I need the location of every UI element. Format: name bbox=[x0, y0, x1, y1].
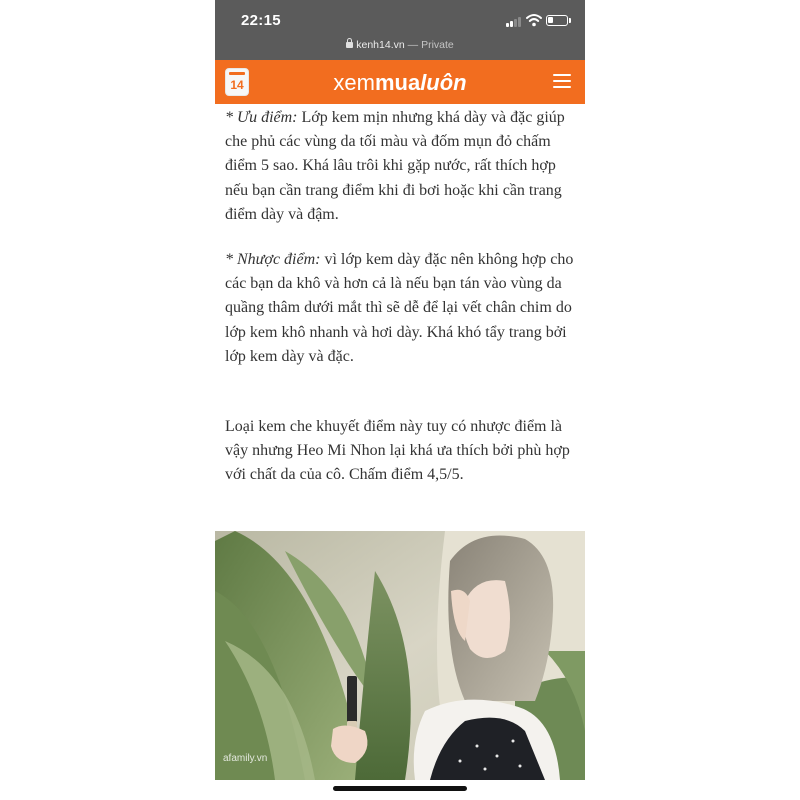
cons-label: * Nhược điểm: bbox=[225, 251, 321, 268]
battery-level bbox=[548, 17, 553, 23]
hamburger-menu-icon[interactable] bbox=[553, 73, 571, 89]
status-time: 22:15 bbox=[241, 12, 281, 29]
cons-paragraph bbox=[225, 248, 580, 369]
address-separator: — bbox=[404, 39, 422, 51]
cellular-signal-icon bbox=[506, 16, 523, 27]
pros-text: Lớp kem mịn nhưng khá dày và đặc giúp che phủ các vùng da tối màu và đốm mụn đỏ chấm điểm 5 sao. Khá lâu trôi khi gặp nước, rất thích hợp nếu bạn cần trang điểm khi đi bơi hoặc khi cần trang điểm dày và đậm. bbox=[225, 109, 565, 223]
battery-tip bbox=[569, 18, 571, 23]
address-bar[interactable] bbox=[215, 39, 585, 51]
private-mode-label: Private bbox=[421, 39, 454, 51]
summary-paragraph: Loại kem che khuyết điểm này tuy có nhược điểm là vậy nhưng Heo Mi Nhon lại khá ưa thích bởi phù hợp với chất da của cô. Chấm điểm 4,5/5. bbox=[225, 418, 570, 484]
wifi-icon bbox=[526, 13, 542, 27]
status-bar bbox=[215, 0, 585, 60]
lock-icon bbox=[346, 42, 353, 48]
article-photo[interactable] bbox=[215, 531, 585, 780]
pros-paragraph bbox=[225, 106, 580, 227]
home-indicator[interactable] bbox=[333, 786, 467, 791]
brand-part-xem: xem bbox=[333, 70, 375, 95]
logo-number: 14 bbox=[230, 78, 244, 92]
site-header bbox=[215, 60, 585, 104]
pros-label: * Ưu điểm: bbox=[225, 109, 298, 126]
site-brand[interactable] bbox=[215, 70, 585, 96]
brand-part-mua: mua bbox=[374, 70, 421, 95]
photo-illustration bbox=[215, 531, 585, 780]
photo-watermark: afamily.vn bbox=[223, 753, 268, 764]
phone-screen bbox=[215, 0, 585, 800]
brand-part-luon: luôn bbox=[420, 70, 467, 95]
battery-icon bbox=[546, 15, 568, 26]
cons-text: vì lớp kem dày đặc nên không hợp cho các bạn da khô và hơn cả là nếu bạn tán vào vùng da quầng thâm dưới mắt thì sẽ dễ để lại vết chân chim do lớp kem khô nhanh và hơi dày. Khá khó tẩy trang bởi lớp kem dày và đặc. bbox=[225, 251, 574, 365]
address-domain: kenh14.vn bbox=[356, 39, 405, 51]
